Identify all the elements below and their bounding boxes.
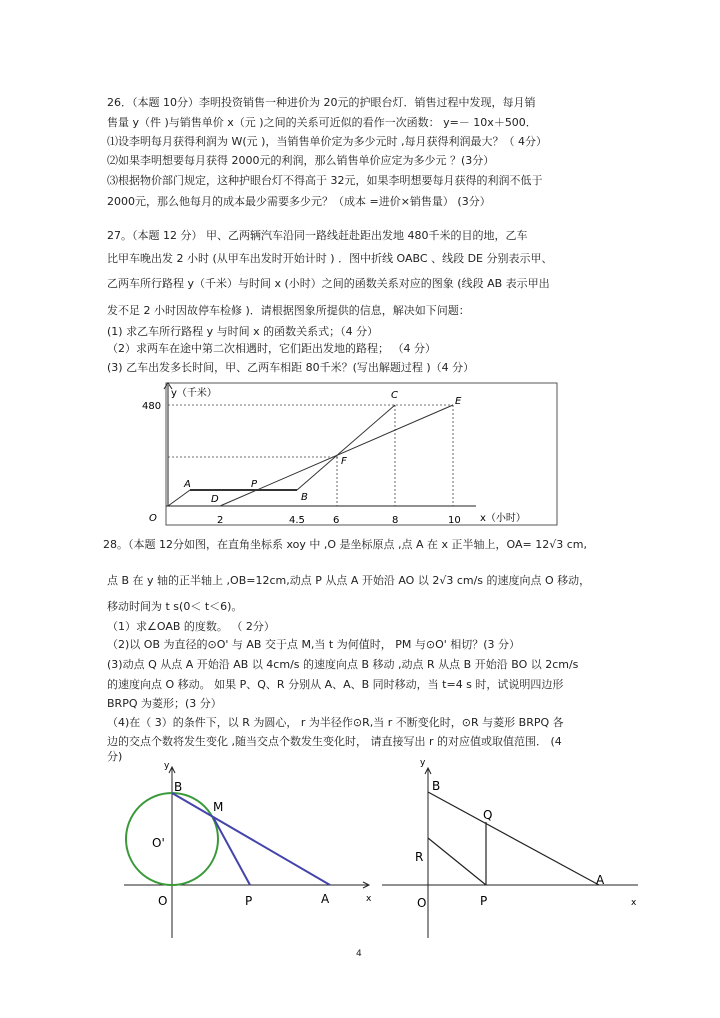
x-label: x — [631, 898, 637, 908]
x-label: x — [366, 894, 372, 904]
q27-graph — [140, 378, 570, 530]
point-D-label: D — [211, 494, 219, 505]
segment-AB — [172, 793, 330, 885]
origin-label: O — [149, 513, 157, 524]
x-tick-8: 8 — [392, 515, 399, 526]
center-O-prime-label: O' — [152, 836, 165, 850]
y-label: y — [164, 761, 170, 771]
q27-line-5: (1) 求乙车所行路程 y 与时间 x 的函数关系式；（4 分） — [107, 325, 379, 338]
x-axis-label: x（小时） — [480, 513, 526, 524]
point-P-label: P — [245, 894, 253, 908]
point-B-label: B — [432, 779, 441, 793]
rhombus-BRPQ — [428, 792, 599, 885]
segment-BC — [297, 405, 395, 490]
q28-line-10: 边的交点个数将发生变化 ,随当交点个数发生变化时， 请直接写出 r 的对应值或取值范围． (4 — [107, 735, 562, 748]
q28-line-5: （2)以 OB 为直径的⊙O' 与 AB 交于点 M,当 t 为何值时， PM 与⊙O' 相切？(3 分） — [107, 638, 521, 651]
y-tick-480: 480 — [142, 401, 162, 412]
q28-line-6: (3)动点 Q 从点 A 开始沿 AB 以 4cm/s 的速度向点 B 移动 ,动点 R 从点 B 开始沿 BO 以 2cm/s — [107, 658, 579, 671]
q26-line-3: ⑴设李明每月获得利润为 W(元 )，当销售单价定为多少元时 ,每月获得利润最大？（ 4分） — [107, 135, 547, 148]
x-tick-6: 6 — [333, 515, 340, 526]
q28-line-1: 28。（本题 12分如图，在直角坐标系 xoy 中 ,O 是坐标原点 ,点 A 在 x 正半轴上，OA= 12√3 cm, — [103, 538, 588, 551]
q28-line-4: （1）求∠OAB 的度数。 （ 2分） — [107, 620, 275, 633]
point-B-label: B — [301, 492, 308, 503]
q26-line-6: 2000元，那么他每月的成本最少需要多少元？（成本 =进价×销售量） (3分） — [107, 195, 491, 208]
q28-figure-2 — [380, 755, 642, 940]
q28-line-7: 的速度向点 O 移动。 如果 P、Q、R 分别从 A、A、B 同时移动，当 t=4 s 时，试说明四边形 — [107, 678, 564, 691]
q26-line-5: ⑶根据物价部门规定，这种护眼台灯不得高于 32元，如果李明想要每月获得的利润不低于 — [107, 174, 543, 187]
y-axis-label: y（千米） — [171, 388, 217, 399]
q27-line-7: (3) 乙车出发多长时间，甲、乙两车相距 80千米？(写出解题过程 )（4 分） — [107, 361, 475, 374]
q27-line-6: （2）求两车在途中第二次相遇时，它们距出发地的路程； （4 分） — [107, 342, 436, 355]
point-C-label: C — [391, 390, 398, 401]
origin-O-label: O — [158, 894, 168, 908]
point-B-label: B — [174, 780, 183, 794]
x-tick-4.5: 4.5 — [289, 515, 305, 526]
page-number: 4 — [356, 949, 362, 959]
q27-line-2: 比甲车晚出发 2 小时 (从甲车出发时开始计时 ) ．图中折线 OABC 、线段 DE 分别表示甲、 — [107, 252, 553, 265]
q28-figure-1 — [118, 760, 380, 940]
point-Q-label: Q — [483, 808, 493, 822]
point-F-label: F — [341, 456, 347, 467]
q27-line-3: 乙两车所行路程 y（千米）与时间 x (小时）之间的函数关系对应的图象 (线段 AB 表示甲出 — [107, 277, 550, 290]
point-P-label: P — [251, 479, 258, 490]
point-M-label: M — [213, 800, 224, 814]
q28-line-3: 移动时间为 t s(0＜ t＜6)。 — [107, 600, 243, 613]
q28-line-11: 分) — [107, 750, 123, 763]
q26-line-1: 26．（本题 10分）李明投资销售一种进价为 20元的护眼台灯．销售过程中发现，每月销 — [107, 96, 536, 109]
segment-DE — [220, 405, 453, 506]
origin-O-label: O — [417, 896, 427, 910]
point-P-label: P — [480, 894, 488, 908]
q26-line-4: ⑵如果李明想要每月获得 2000元的利润，那么销售单价应定为多少元 ？(3分） — [107, 154, 495, 167]
segment-OA — [168, 490, 190, 506]
point-A-label: A — [321, 892, 330, 906]
x-tick-10: 10 — [448, 515, 461, 526]
q26-line-2: 售量 y（件 )与销售单价 x（元 )之间的关系可近似的看作一次函数： y=－ 10x＋500． — [107, 116, 537, 129]
q28-line-8: BRPQ 为菱形；(3 分） — [107, 697, 222, 710]
q28-line-2: 点 B 在 y 轴的正半轴上 ,OB=12cm,动点 P 从点 A 开始沿 AO 以 2√3 cm/s 的速度向点 O 移动， — [107, 574, 591, 587]
point-A-label: A — [184, 479, 191, 490]
point-R-label: R — [415, 850, 424, 864]
q27-line-4: 发不足 2 小时因故停车检修 )．请根据图象所提供的信息，解决如下问题： — [107, 304, 470, 317]
point-E-label: E — [455, 396, 462, 407]
point-A-label: A — [596, 873, 605, 887]
q28-line-9: （4)在（ 3）的条件下，以 R 为圆心， r 为半径作⊙R,当 r 不断变化时，⊙R 与菱形 BRPQ 各 — [107, 716, 564, 729]
q27-line-1: 27。（本题 12 分） 甲、乙两辆汽车沿同一路线赶赴距出发地 480千米的目的地，乙车 — [107, 229, 528, 242]
y-label: y — [420, 758, 426, 768]
x-tick-2: 2 — [217, 515, 224, 526]
